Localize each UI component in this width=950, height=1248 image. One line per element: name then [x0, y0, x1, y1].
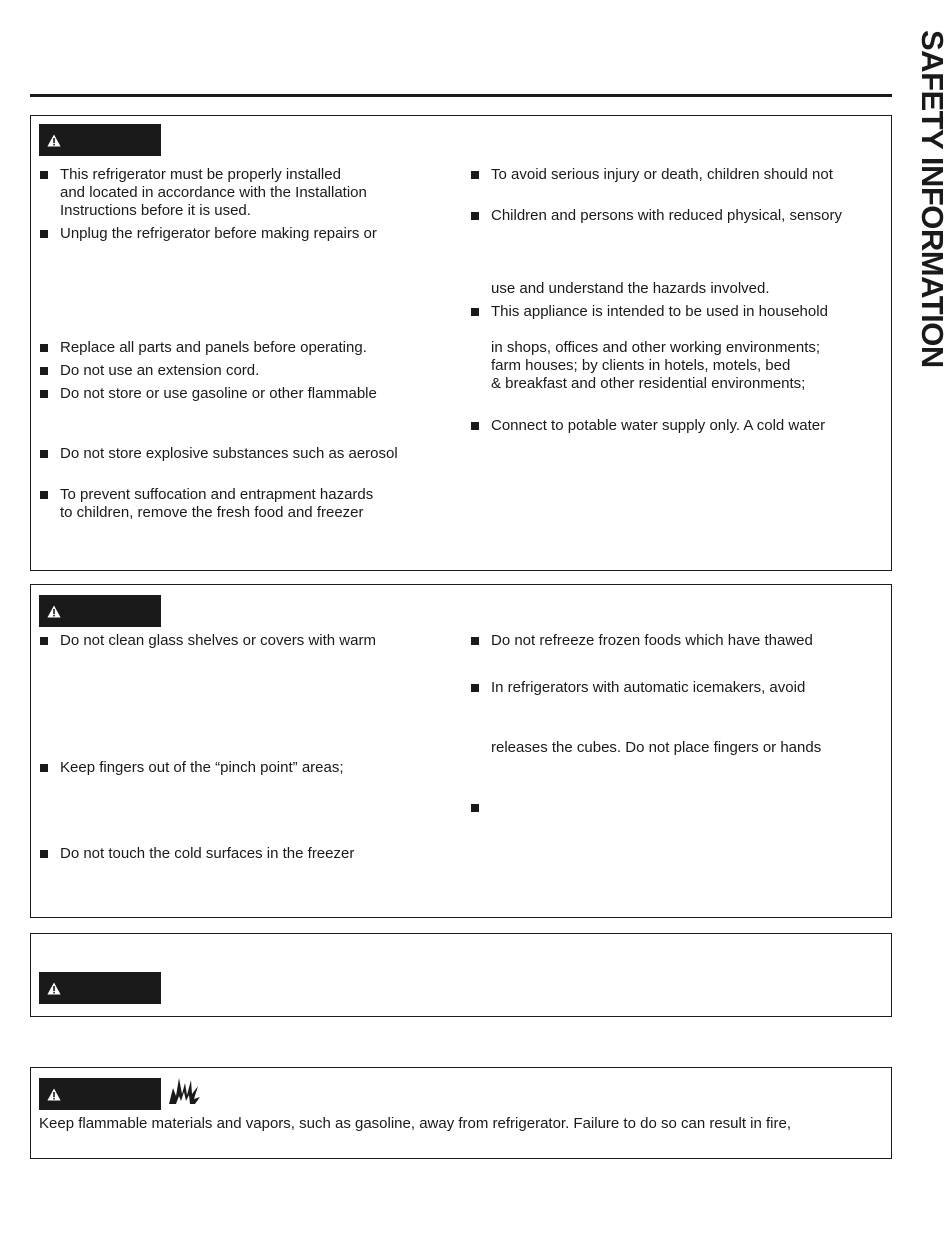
- list-bullet: [471, 804, 479, 812]
- warning-box-1: [30, 115, 892, 571]
- warning-box-3: [30, 933, 892, 1017]
- list-item: Do not store or use gasoline or other flammable: [40, 385, 377, 403]
- list-item: This refrigerator must be properly installed and located in accordance with the Installation Instructions before it is used.: [40, 166, 367, 220]
- list-item: Do not use an extension cord.: [40, 362, 259, 380]
- list-item: Do not touch the cold surfaces in the freezer: [40, 845, 354, 863]
- list-item: To avoid serious injury or death, children should not: [471, 166, 833, 184]
- list-item-continuation: use and understand the hazards involved.: [491, 280, 770, 297]
- list-item: Unplug the refrigerator before making repairs or: [40, 225, 377, 243]
- fire-warning-text: Keep flammable materials and vapors, such as gasoline, away from refrigerator. Failure to do so can result in fire,: [39, 1115, 792, 1132]
- list-item: In refrigerators with automatic icemakers, avoid: [471, 679, 805, 697]
- list-item: Keep fingers out of the “pinch point” areas;: [40, 759, 344, 777]
- warning-box-2: [30, 584, 892, 918]
- warning-badge: [39, 972, 161, 1004]
- warning-badge: [39, 1078, 161, 1110]
- warning-box-4: [30, 1067, 892, 1159]
- list-item: Do not refreeze frozen foods which have thawed: [471, 632, 813, 650]
- list-item: Do not clean glass shelves or covers with warm: [40, 632, 376, 650]
- fire-hazard-icon: [167, 1074, 201, 1106]
- list-item-continuation: in shops, offices and other working environments; farm houses; by clients in hotels, motels, bed & breakfast and other residential environments;: [491, 339, 821, 392]
- list-item: This appliance is intended to be used in household: [471, 303, 828, 321]
- header-rule: [30, 94, 892, 97]
- section-title: SAFETY INFORMATION: [915, 30, 950, 368]
- list-item: To prevent suffocation and entrapment hazards to children, remove the fresh food and freezer: [40, 486, 373, 522]
- list-item: Do not store explosive substances such as aerosol: [40, 445, 398, 463]
- list-item: Children and persons with reduced physical, sensory: [471, 207, 842, 225]
- list-item: Connect to potable water supply only. A cold water: [471, 417, 825, 435]
- list-item-continuation: releases the cubes. Do not place fingers or hands: [491, 739, 822, 756]
- warning-badge: [39, 595, 161, 627]
- list-item: Replace all parts and panels before operating.: [40, 339, 367, 357]
- warning-triangle-icon: [47, 982, 61, 995]
- warning-triangle-icon: [47, 134, 61, 147]
- warning-triangle-icon: [47, 605, 61, 618]
- warning-triangle-icon: [47, 1088, 61, 1101]
- warning-badge: [39, 124, 161, 156]
